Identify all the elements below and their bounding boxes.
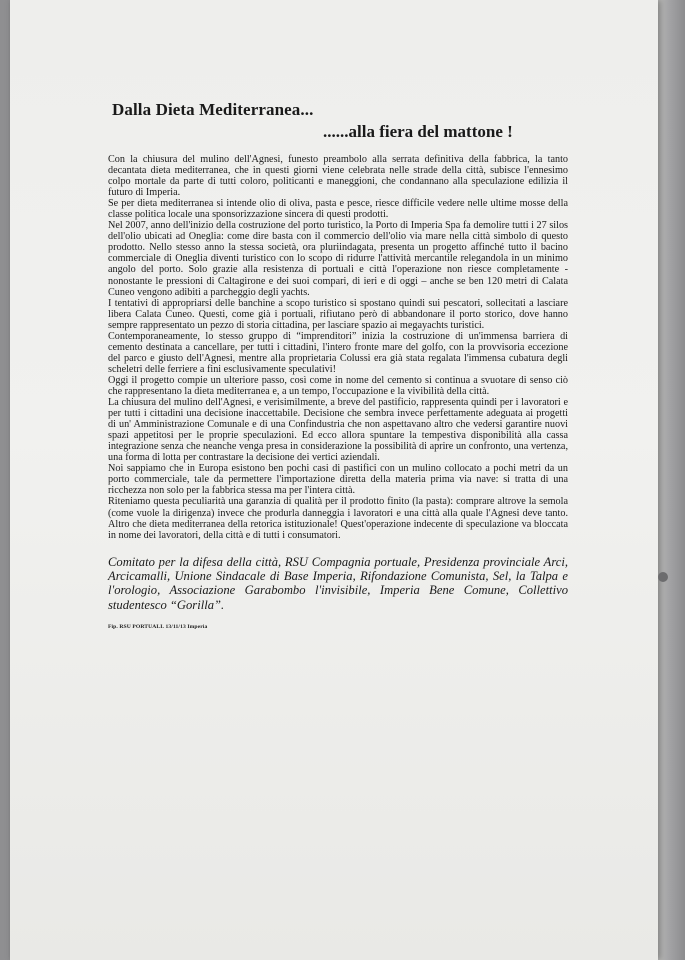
paragraph: Oggi il progetto compie un ulteriore passo, così come in nome del cemento si continua a svuotare di senso ciò che rappresentano la dieta mediterranea e, a un tempo, l'occupazione e la vivibilità della città. — [108, 374, 568, 397]
document-content — [108, 100, 568, 630]
paragraph: Con la chiusura del mulino dell'Agnesi, funesto preambolo alla serrata definitiva della fabbrica, la tanto decantata dieta mediterranea, che in questi giorni viene celebrata nelle strade della città, subisce l'ennesimo colpo mortale da parte di tutti coloro, politicanti e maneggioni, che condannano alla speculazione edilizia il futuro di Imperia. — [108, 154, 568, 199]
punch-hole — [658, 572, 668, 582]
paragraph: La chiusura del mulino dell'Agnesi, e verisimilmente, a breve del pastificio, rappresenta quindi per i lavoratori e per tutti i cittadini una decisione inaccettabile. Decisione che sembra invece perfettamente adeguata ai progetti di un' Amministrazione Comunale e di una Confindustria che non aspettavano altro che vedersi garantire nuovi spazi appetitosi per le proprie speculazioni. Ed ecco allora spuntare la tempestiva disponibilità alla cassa integrazione senza che neanche venga presa in considerazione la possibilità di aprire un confronto, una vertenza, una forma di lotta per contrastare la decisione dei vertici aziendali. — [108, 397, 568, 464]
paper-stack-edge — [658, 0, 685, 960]
paragraph: Nel 2007, anno dell'inizio della costruzione del porto turistico, la Porto di Imperia Spa fa demolire tutti i 27 silos dell'olio ubicati ad Oneglia: come dire basta con il commercio dell'olio via mare nella città simbolo di questo prodotto. Nello stesso anno la stessa società, ora pluriindagata, presenta un progetto affinché tutto il bacino commerciale di Oneglia diventi turistico con lo scopo di ridurre l'attività mercantile relegandola in un minimo angolo del porto. Solo grazie alla resistenza di portuali e città l'operazione non riesce completamente - nonostante le pressioni di Caltagirone e dei suoi compari, di ieri e di oggi – anche se ben 120 metri di Calata Cuneo vengono adibiti a parcheggio degli yachts. — [108, 220, 568, 298]
paragraph: Noi sappiamo che in Europa esistono ben pochi casi di pastifici con un mulino collocato a pochi metri da un porto commerciale, tale da permettere l'importazione diretta della materia prima via nave: si tratta di una ricchezza non solo per la fabbrica stessa ma per l'intera città. — [108, 463, 568, 497]
paragraph: Se per dieta mediterranea si intende olio di oliva, pasta e pesce, riesce difficile vedere nelle ultime mosse della classe politica locale una sponsorizzazione sincera di questi prodotti. — [108, 198, 568, 221]
paragraph: Riteniamo questa peculiarità una garanzia di qualità per il prodotto finito (la pasta): comprare altrove la semola (come vuole la dirigenza) invece che produrla danneggia i lavoratori e una città alla quale l'Agnesi deve tanto. Altro che dieta mediterranea della retorica istituzionale! Quest'operazione indecente di speculazione va bloccata in nome dei lavoratori, della città e di tutti i consumatori. — [108, 496, 568, 541]
signatories: Comitato per la difesa della città, RSU Compagnia portuale, Presidenza provinciale Arci, Arcicamalli, Unione Sindacale di Base Imperia, Rifondazione Comunista, Sel, la Talpa e l'orologio, Associazione Garabombo l'invisibile, Imperia Bene Comune, Collettivo studentesco “Gorilla”. — [108, 554, 568, 612]
title-line-2: ......alla fiera del mattone ! — [323, 122, 513, 141]
title-line-1: Dalla Dieta Mediterranea... — [112, 100, 314, 119]
paragraph: I tentativi di appropriarsi delle banchine a scopo turistico si spostano quindi sui pescatori, sollecitati a lasciare libera Calata Cuneo. Questi, come già i portuali, rifiutano però di abbandonare il porto storico, dove hanno sempre rappresentato un pezzo di storia cittadina, per lasciare spazio ai megayachts turistici. — [108, 297, 568, 331]
paragraph: Contemporaneamente, lo stesso gruppo di “imprenditori” inizia la costruzione di un'immensa barriera di cemento destinata a cancellare, per tutti i cittadini, l'intero fronte mare del golfo, con la provvisoria eccezione del parco e giusto dell'Agnesi, mentre alla proprietaria Colussi era già stata regalata l'immensa cubatura degli scheletri delle ferriere a fini esclusivamente speculativi! — [108, 330, 568, 375]
print-footnote: Fip. RSU PORTUALI. 13/11/13 Imperia — [108, 624, 208, 631]
